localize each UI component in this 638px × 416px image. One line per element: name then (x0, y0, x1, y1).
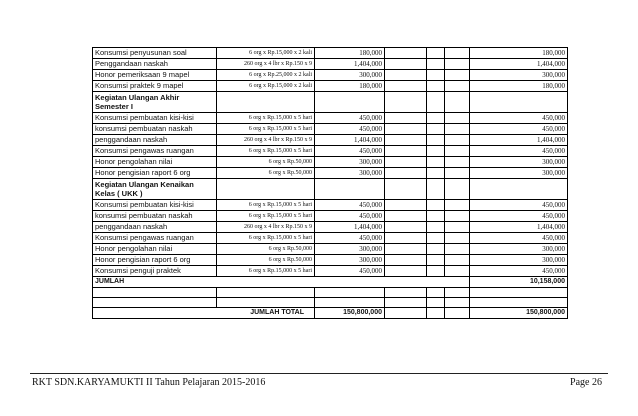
subtotal-label: JUMLAH (93, 277, 470, 288)
empty-cell (470, 179, 568, 200)
item-total: 180,000 (470, 48, 568, 59)
grand-total-label: JUMLAH TOTAL (93, 308, 315, 319)
empty-cell (427, 308, 445, 319)
grand-total-amount: 150,800,000 (315, 308, 385, 319)
item-description: Konsumsi pengawas ruangan (93, 233, 217, 244)
empty-cell (427, 48, 445, 59)
item-volume: 6 org x Rp.15,000 x 5 hari (217, 233, 315, 244)
item-total: 300,000 (470, 168, 568, 179)
empty-cell (445, 222, 470, 233)
empty-cell (445, 48, 470, 59)
table-row (93, 255, 568, 266)
item-description: konsumsi pembuatan naskah (93, 124, 217, 135)
budget-table (92, 47, 568, 319)
item-description: Konsumsi penyusunan soal (93, 48, 217, 59)
item-total: 300,000 (470, 157, 568, 168)
empty-cell (385, 81, 427, 92)
item-amount: 450,000 (315, 146, 385, 157)
empty-cell (445, 146, 470, 157)
item-description: Penggandaan naskah (93, 59, 217, 70)
empty-cell (385, 244, 427, 255)
blank-row (93, 298, 568, 308)
item-description: penggandaan naskah (93, 135, 217, 146)
budget-table-container (92, 47, 567, 319)
item-total: 300,000 (470, 70, 568, 81)
item-total: 180,000 (470, 81, 568, 92)
empty-cell (385, 59, 427, 70)
item-total: 450,000 (470, 266, 568, 277)
grand-total-row (93, 308, 568, 319)
item-volume: 6 org x Rp.50,000 (217, 157, 315, 168)
table-row (93, 81, 568, 92)
item-total: 450,000 (470, 113, 568, 124)
item-description: Honor pemeriksaan 9 mapel (93, 70, 217, 81)
empty-cell (385, 146, 427, 157)
item-volume: 6 org x Rp.25,000 x 2 kali (217, 70, 315, 81)
table-row (93, 59, 568, 70)
empty-cell (385, 168, 427, 179)
empty-cell (427, 298, 445, 308)
table-row (93, 222, 568, 233)
item-description: Honor pengolahan nilai (93, 157, 217, 168)
empty-cell (445, 81, 470, 92)
item-volume: 6 org x Rp.15,000 x 5 hari (217, 113, 315, 124)
empty-cell (385, 211, 427, 222)
empty-cell (427, 124, 445, 135)
item-total: 450,000 (470, 124, 568, 135)
empty-cell (445, 200, 470, 211)
empty-cell (427, 255, 445, 266)
table-row (93, 135, 568, 146)
subtotal-row (93, 277, 568, 288)
item-amount: 300,000 (315, 157, 385, 168)
empty-cell (445, 124, 470, 135)
footer-document-title: RKT SDN.KARYAMUKTI II Tahun Pelajaran 2015-2016 (32, 377, 266, 388)
empty-cell (385, 124, 427, 135)
table-row (93, 168, 568, 179)
item-volume: 260 org x 4 lbr x Rp.150 x 9 (217, 222, 315, 233)
footer-page-number: Page 26 (570, 377, 602, 388)
item-description: Konsumsi penguji praktek (93, 266, 217, 277)
grand-total-value: 150,800,000 (470, 308, 568, 319)
item-total: 450,000 (470, 211, 568, 222)
empty-cell (445, 70, 470, 81)
empty-cell (385, 157, 427, 168)
empty-cell (315, 179, 385, 200)
empty-cell (445, 308, 470, 319)
item-amount: 1,404,000 (315, 135, 385, 146)
empty-cell (427, 222, 445, 233)
empty-cell (445, 113, 470, 124)
empty-cell (445, 255, 470, 266)
item-amount: 450,000 (315, 233, 385, 244)
item-amount: 300,000 (315, 244, 385, 255)
subtotal-value: 10,158,000 (470, 277, 568, 288)
item-volume: 6 org x Rp.15,000 x 5 hari (217, 146, 315, 157)
empty-cell (427, 244, 445, 255)
item-description: Honor pengisian raport 6 org (93, 255, 217, 266)
item-total: 1,404,000 (470, 135, 568, 146)
empty-cell (385, 135, 427, 146)
item-total: 300,000 (470, 244, 568, 255)
empty-cell (470, 288, 568, 298)
item-amount: 450,000 (315, 124, 385, 135)
empty-cell (385, 70, 427, 81)
empty-cell (315, 298, 385, 308)
empty-cell (427, 146, 445, 157)
empty-cell (427, 92, 445, 113)
item-amount: 450,000 (315, 113, 385, 124)
item-amount: 450,000 (315, 211, 385, 222)
empty-cell (385, 288, 427, 298)
item-volume: 6 org x Rp.50,000 (217, 244, 315, 255)
empty-cell (427, 113, 445, 124)
empty-cell (445, 179, 470, 200)
item-description: Konsumsi pembuatan kisi-kisi (93, 200, 217, 211)
empty-cell (385, 92, 427, 113)
empty-cell (445, 168, 470, 179)
item-volume: 6 org x Rp.15,000 x 2 kali (217, 48, 315, 59)
table-row (93, 124, 568, 135)
empty-cell (427, 59, 445, 70)
item-description: penggandaan naskah (93, 222, 217, 233)
item-volume: 6 org x Rp.15,000 x 5 hari (217, 211, 315, 222)
empty-cell (445, 233, 470, 244)
empty-cell (445, 92, 470, 113)
item-volume: 6 org x Rp.15,000 x 5 hari (217, 200, 315, 211)
item-total: 300,000 (470, 255, 568, 266)
empty-cell (445, 157, 470, 168)
item-description: Konsumsi pengawas ruangan (93, 146, 217, 157)
section-header-label: Kegiatan Ulangan Kenaikan Kelas ( UKK ) (93, 179, 217, 200)
empty-cell (427, 70, 445, 81)
item-volume: 6 org x Rp.50,000 (217, 255, 315, 266)
empty-cell (385, 255, 427, 266)
item-volume: 6 org x Rp.50,000 (217, 168, 315, 179)
empty-cell (445, 211, 470, 222)
item-description: Honor pengisian raport 6 org (93, 168, 217, 179)
item-description: Honor pengolahan nilai (93, 244, 217, 255)
item-description: Konsumsi praktek 9 mapel (93, 81, 217, 92)
item-amount: 300,000 (315, 255, 385, 266)
empty-cell (217, 288, 315, 298)
empty-cell (427, 135, 445, 146)
blank-row (93, 288, 568, 298)
empty-cell (427, 179, 445, 200)
empty-cell (217, 298, 315, 308)
empty-cell (427, 168, 445, 179)
empty-cell (445, 135, 470, 146)
table-row (93, 211, 568, 222)
item-amount: 180,000 (315, 81, 385, 92)
empty-cell (427, 157, 445, 168)
item-amount: 450,000 (315, 266, 385, 277)
empty-cell (427, 200, 445, 211)
item-total: 450,000 (470, 233, 568, 244)
empty-cell (315, 92, 385, 113)
item-volume: 260 org x 4 lbr x Rp.150 x 9 (217, 135, 315, 146)
table-row (93, 200, 568, 211)
table-row (93, 70, 568, 81)
item-volume: 260 org x 4 lbr x Rp.150 x 9 (217, 59, 315, 70)
empty-cell (470, 298, 568, 308)
empty-cell (385, 233, 427, 244)
empty-cell (445, 266, 470, 277)
empty-cell (315, 288, 385, 298)
empty-cell (427, 288, 445, 298)
empty-cell (385, 179, 427, 200)
item-amount: 300,000 (315, 70, 385, 81)
empty-cell (427, 81, 445, 92)
empty-cell (445, 59, 470, 70)
item-volume: 6 org x Rp.15,000 x 5 hari (217, 124, 315, 135)
empty-cell (385, 298, 427, 308)
item-total: 450,000 (470, 146, 568, 157)
empty-cell (445, 298, 470, 308)
item-amount: 450,000 (315, 200, 385, 211)
section-header-row (93, 179, 568, 200)
empty-cell (93, 288, 217, 298)
item-description: Konsumsi pembuatan kisi-kisi (93, 113, 217, 124)
empty-cell (427, 211, 445, 222)
item-volume: 6 org x Rp.15,000 x 5 hari (217, 266, 315, 277)
item-total: 450,000 (470, 200, 568, 211)
item-description: konsumsi pembuatan naskah (93, 211, 217, 222)
empty-cell (445, 244, 470, 255)
item-amount: 180,000 (315, 48, 385, 59)
empty-cell (385, 200, 427, 211)
empty-cell (470, 92, 568, 113)
table-row (93, 113, 568, 124)
empty-cell (385, 266, 427, 277)
empty-cell (93, 298, 217, 308)
empty-cell (217, 179, 315, 200)
empty-cell (445, 288, 470, 298)
item-total: 1,404,000 (470, 222, 568, 233)
table-row (93, 157, 568, 168)
item-amount: 1,404,000 (315, 59, 385, 70)
item-total: 1,404,000 (470, 59, 568, 70)
table-row (93, 266, 568, 277)
empty-cell (427, 233, 445, 244)
section-header-label: Kegiatan Ulangan Akhir Semester I (93, 92, 217, 113)
empty-cell (385, 48, 427, 59)
empty-cell (427, 266, 445, 277)
table-row (93, 48, 568, 59)
item-volume: 6 org x Rp.15,000 x 2 kali (217, 81, 315, 92)
table-row (93, 244, 568, 255)
table-row (93, 233, 568, 244)
section-header-row (93, 92, 568, 113)
empty-cell (385, 222, 427, 233)
budget-table-body (93, 48, 568, 319)
empty-cell (217, 92, 315, 113)
table-row (93, 146, 568, 157)
item-amount: 300,000 (315, 168, 385, 179)
footer-divider (30, 373, 608, 374)
empty-cell (385, 113, 427, 124)
item-amount: 1,404,000 (315, 222, 385, 233)
empty-cell (385, 308, 427, 319)
